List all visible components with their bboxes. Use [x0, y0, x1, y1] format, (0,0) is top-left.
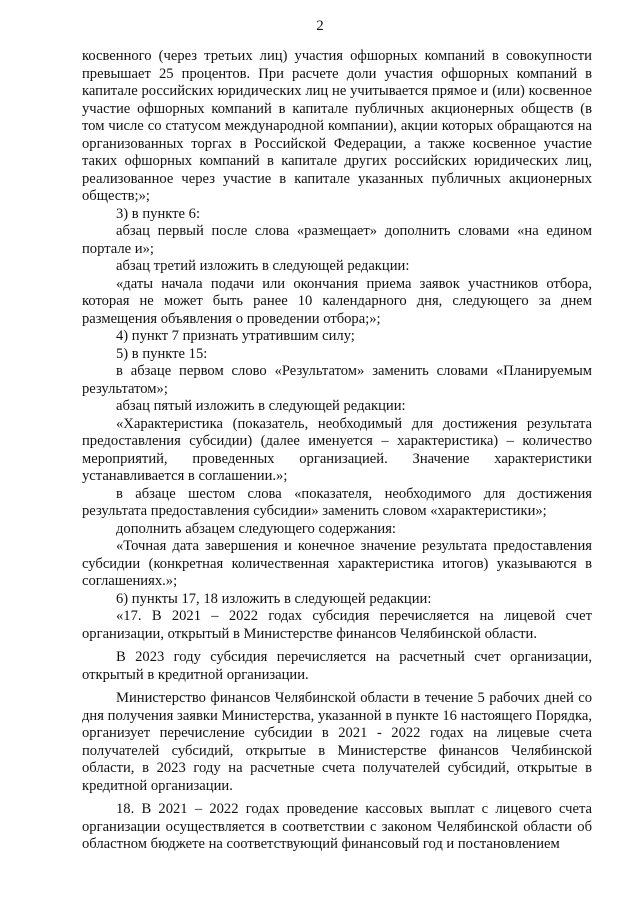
paragraph-item-4: 4) пункт 7 признать утратившим силу; [116, 328, 355, 344]
paragraph: в абзаце шестом слова «показателя, необходимого для достижения результата предоставления субсидии» заменить словом «характеристики»; [82, 485, 592, 519]
paragraph-item-5: 5) в пункте 15: [116, 345, 208, 362]
paragraph-item-3: 3) в пункте 6: [116, 205, 201, 222]
paragraph: абзац пятый изложить в следующей редакции: [116, 398, 406, 414]
paragraph: Министерство финансов Челябинской области в течение 5 рабочих дней со дня получения заявки Министерства, указанной в пункте 16 настоящего Порядка, организует перечисление субсидии в 2021 - 2022 годах на лицевые счета получателей субсидий, открытые в Министерстве финансов Челябинской области, в 2023 году на расчетные счета получателей субсидий, открытые в кредитной организации. [82, 690, 592, 794]
paragraph-quote: «Точная дата завершения и конечное значение результата предоставления субсидии (конкретная количественная характеристика итогов) указываются в соглашениях.»; [82, 538, 592, 589]
paragraph-clause-18: 18. В 2021 – 2022 годах проведение кассовых выплат с лицевого счета организации осуществляется в соответствии с законом Челябинской области об областном бюджете на соответствующий финансовый год и постановлением [82, 801, 592, 852]
paragraph-clause-17: «17. В 2021 – 2022 годах субсидия перечисляется на лицевой счет организации, открытый в Министерстве финансов Челябинской области. [82, 608, 592, 642]
document-body [82, 48, 592, 854]
paragraph: абзац первый после слова «размещает» дополнить словами «на едином портале и»; [82, 223, 592, 257]
page-number: 2 [316, 18, 324, 34]
paragraph: в абзаце первом слово «Результатом» заменить словами «Планируемым результатом»; [82, 363, 592, 397]
paragraph: В 2023 году субсидия перечисляется на расчетный счет организации, открытый в кредитной организации. [82, 649, 592, 683]
paragraph: дополнить абзацем следующего содержания: [116, 520, 396, 537]
paragraph-item-6: 6) пункты 17, 18 изложить в следующей редакции: [116, 590, 432, 607]
paragraph-continuation: косвенного (через третьих лиц) участия офшорных компаний в совокупности превышает 25 процентов. При расчете доли участия офшорных компаний в капитале российских юридических лиц не учитывается прямое и (или) косвенное участие офшорных компаний в капитале публичных акционерных обществ (в том числе со статусом международной компании), акции которых обращаются на организованных торгах в Российской Федерации, а также косвенное участие таких офшорных компаний в капитале других российских юридических лиц, реализованное через участие в капитале указанных публичных акционерных обществ;»; [82, 48, 592, 204]
paragraph-quote: «даты начала подачи или окончания приема заявок участников отбора, которая не может быть ранее 10 календарного дня, следующего за днем размещения объявления о проведении отбора;»; [82, 275, 592, 327]
paragraph-quote: «Характеристика (показатель, необходимый для достижения результата предоставления субсидии) (далее именуется – характеристика) – количество мероприятий, проведенных организацией. Значение характеристики устанавливается в соглашении.»; [82, 415, 592, 484]
paragraph: абзац третий изложить в следующей редакции: [116, 258, 410, 274]
